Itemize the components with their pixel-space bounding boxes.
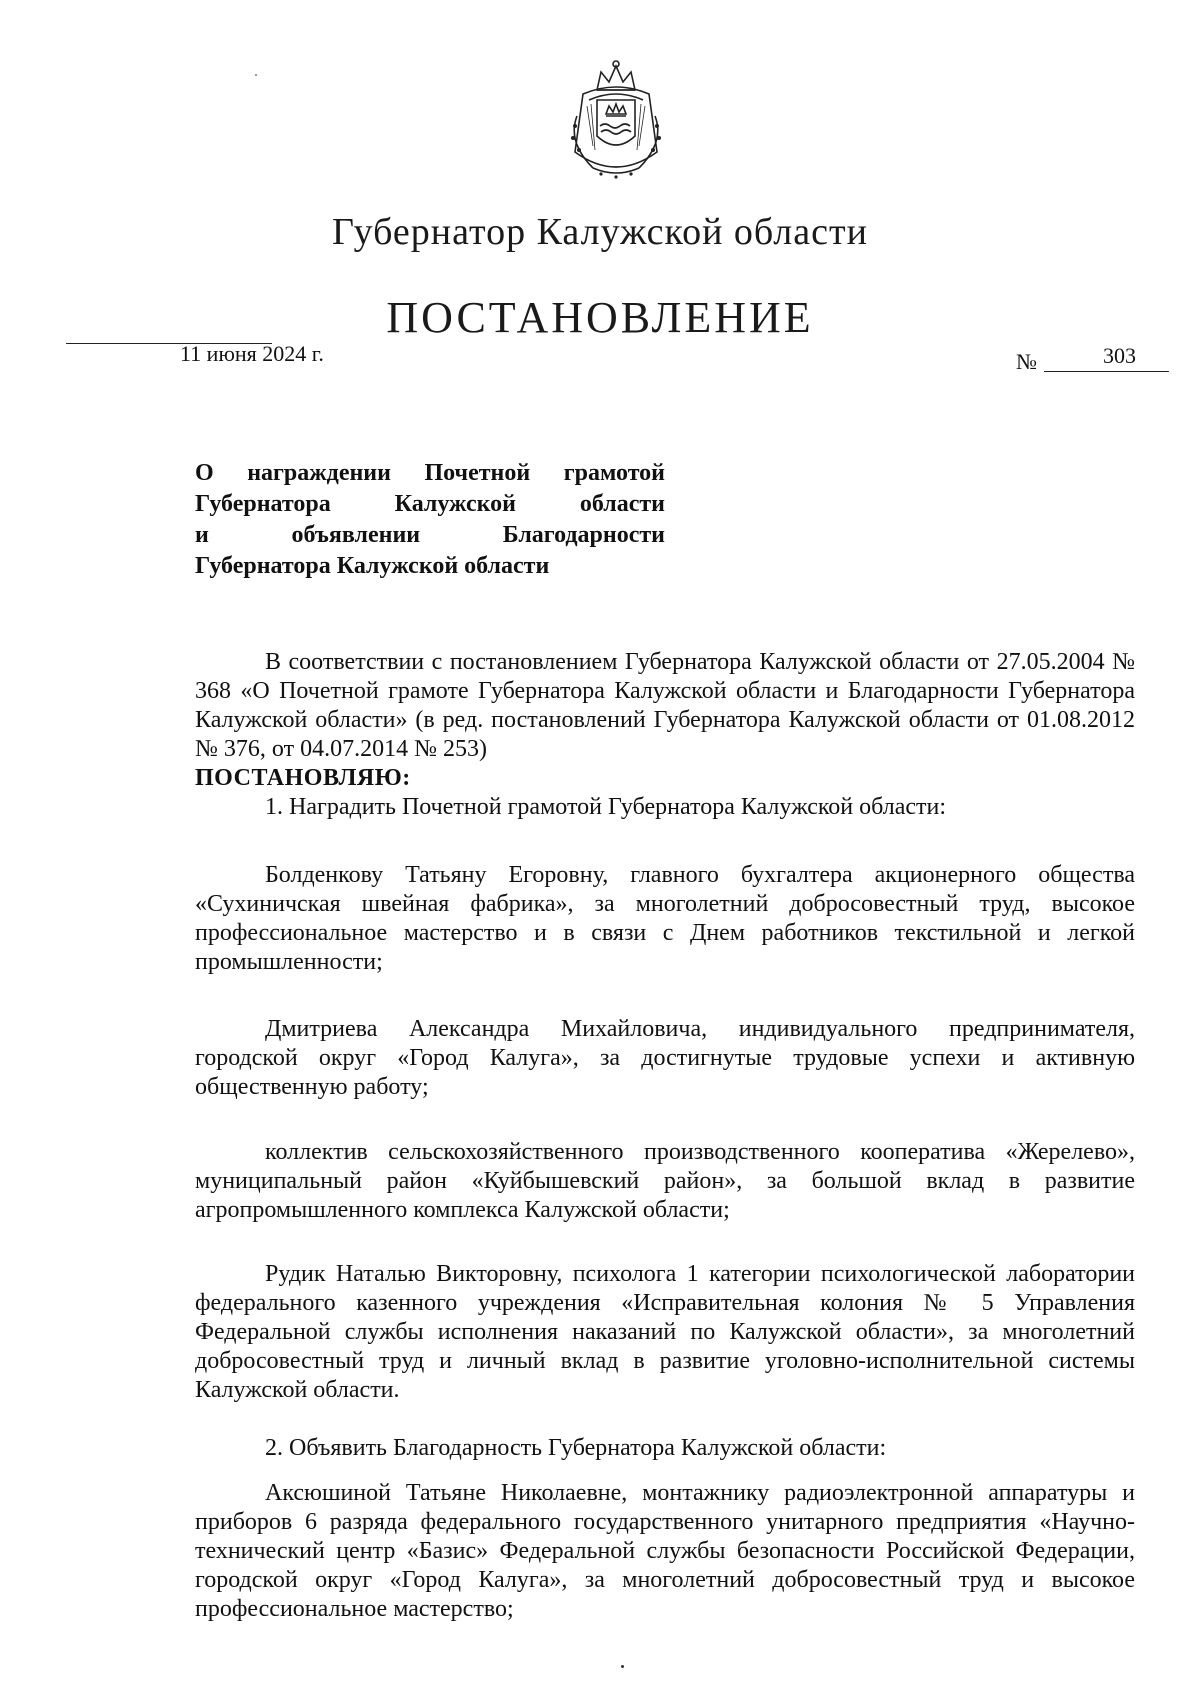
resolve-word: ПОСТАНОВЛЯЮ: [195, 765, 411, 791]
scan-speck [255, 74, 257, 76]
gratitude-entry: Аксюшиной Татьяне Николаевне, монтажнику радиоэлектронной аппаратуры и приборов 6 разряда федерального государственного унитарного предприятия «Научно-технический центр «Базис» Федеральной службы безопасности Российской Федерации, городской округ «Город Калуга», за многолетний добросовестный труд и высокое профессиональное мастерство; [195, 1480, 1135, 1622]
subject-line: Губернатора Калужской области [195, 553, 550, 579]
item2-heading: 2. Объявить Благодарность Губернатора Калужской области: [265, 1435, 887, 1461]
award-entry: коллектив сельскохозяйственного производственного кооператива «Жерелево», муниципальный район «Куйбышевский район», за большой вклад в развитие агропромышленного комплекса Калужской области; [195, 1139, 1135, 1223]
preamble-paragraph: В соответствии с постановлением Губернатора Калужской области от 27.05.2004 № 368 «О Почетной грамоте Губернатора Калужской области и Благодарности Губернатора Калужской области» (в ред. постановлений Губернатора Калужской области от 01.08.2012 № 376, от 04.07.2014 № 253) [195, 649, 1135, 762]
document-type-title: ПОСТАНОВЛЕНИЕ [386, 293, 814, 342]
subject-line: О награждении Почетной грамотой [195, 460, 665, 486]
number-sign: № [1016, 349, 1037, 374]
award-entry: Болденкову Татьяну Егоровну, главного бухгалтера акционерного общества «Сухиничская швейная фабрика», за многолетний добросовестный труд, высокое профессиональное мастерство и в связи с Днем работников текстильной и легкой промышленности; [195, 862, 1135, 975]
number-underline [1044, 371, 1169, 372]
document-number: 303 [1103, 343, 1136, 368]
scan-speck [621, 1665, 624, 1668]
issuing-authority: Губернатор Калужской области [332, 211, 868, 253]
item1-heading: 1. Наградить Почетной грамотой Губернатора Калужской области: [265, 794, 947, 820]
coat-of-arms-emblem [553, 56, 679, 184]
subject-line: и объявлении Благодарности [195, 522, 665, 548]
award-entry: Дмитриева Александра Михайловича, индивидуального предпринимателя, городской округ «Город Калуга», за достигнутые трудовые успехи и активную общественную работу; [195, 1016, 1135, 1100]
award-entry: Рудик Наталью Викторовну, психолога 1 категории психологической лаборатории федерального казенного учреждения «Исправительная колония № 5 Управления Федеральной службы исполнения наказаний по Калужской области», за многолетний добросовестный труд и личный вклад в развитие уголовно-исполнительной системы Калужской области. [195, 1261, 1135, 1403]
subject-line: Губернатора Калужской области [195, 491, 665, 517]
document-subject [195, 458, 665, 582]
document-date: 11 июня 2024 г. [180, 341, 324, 366]
